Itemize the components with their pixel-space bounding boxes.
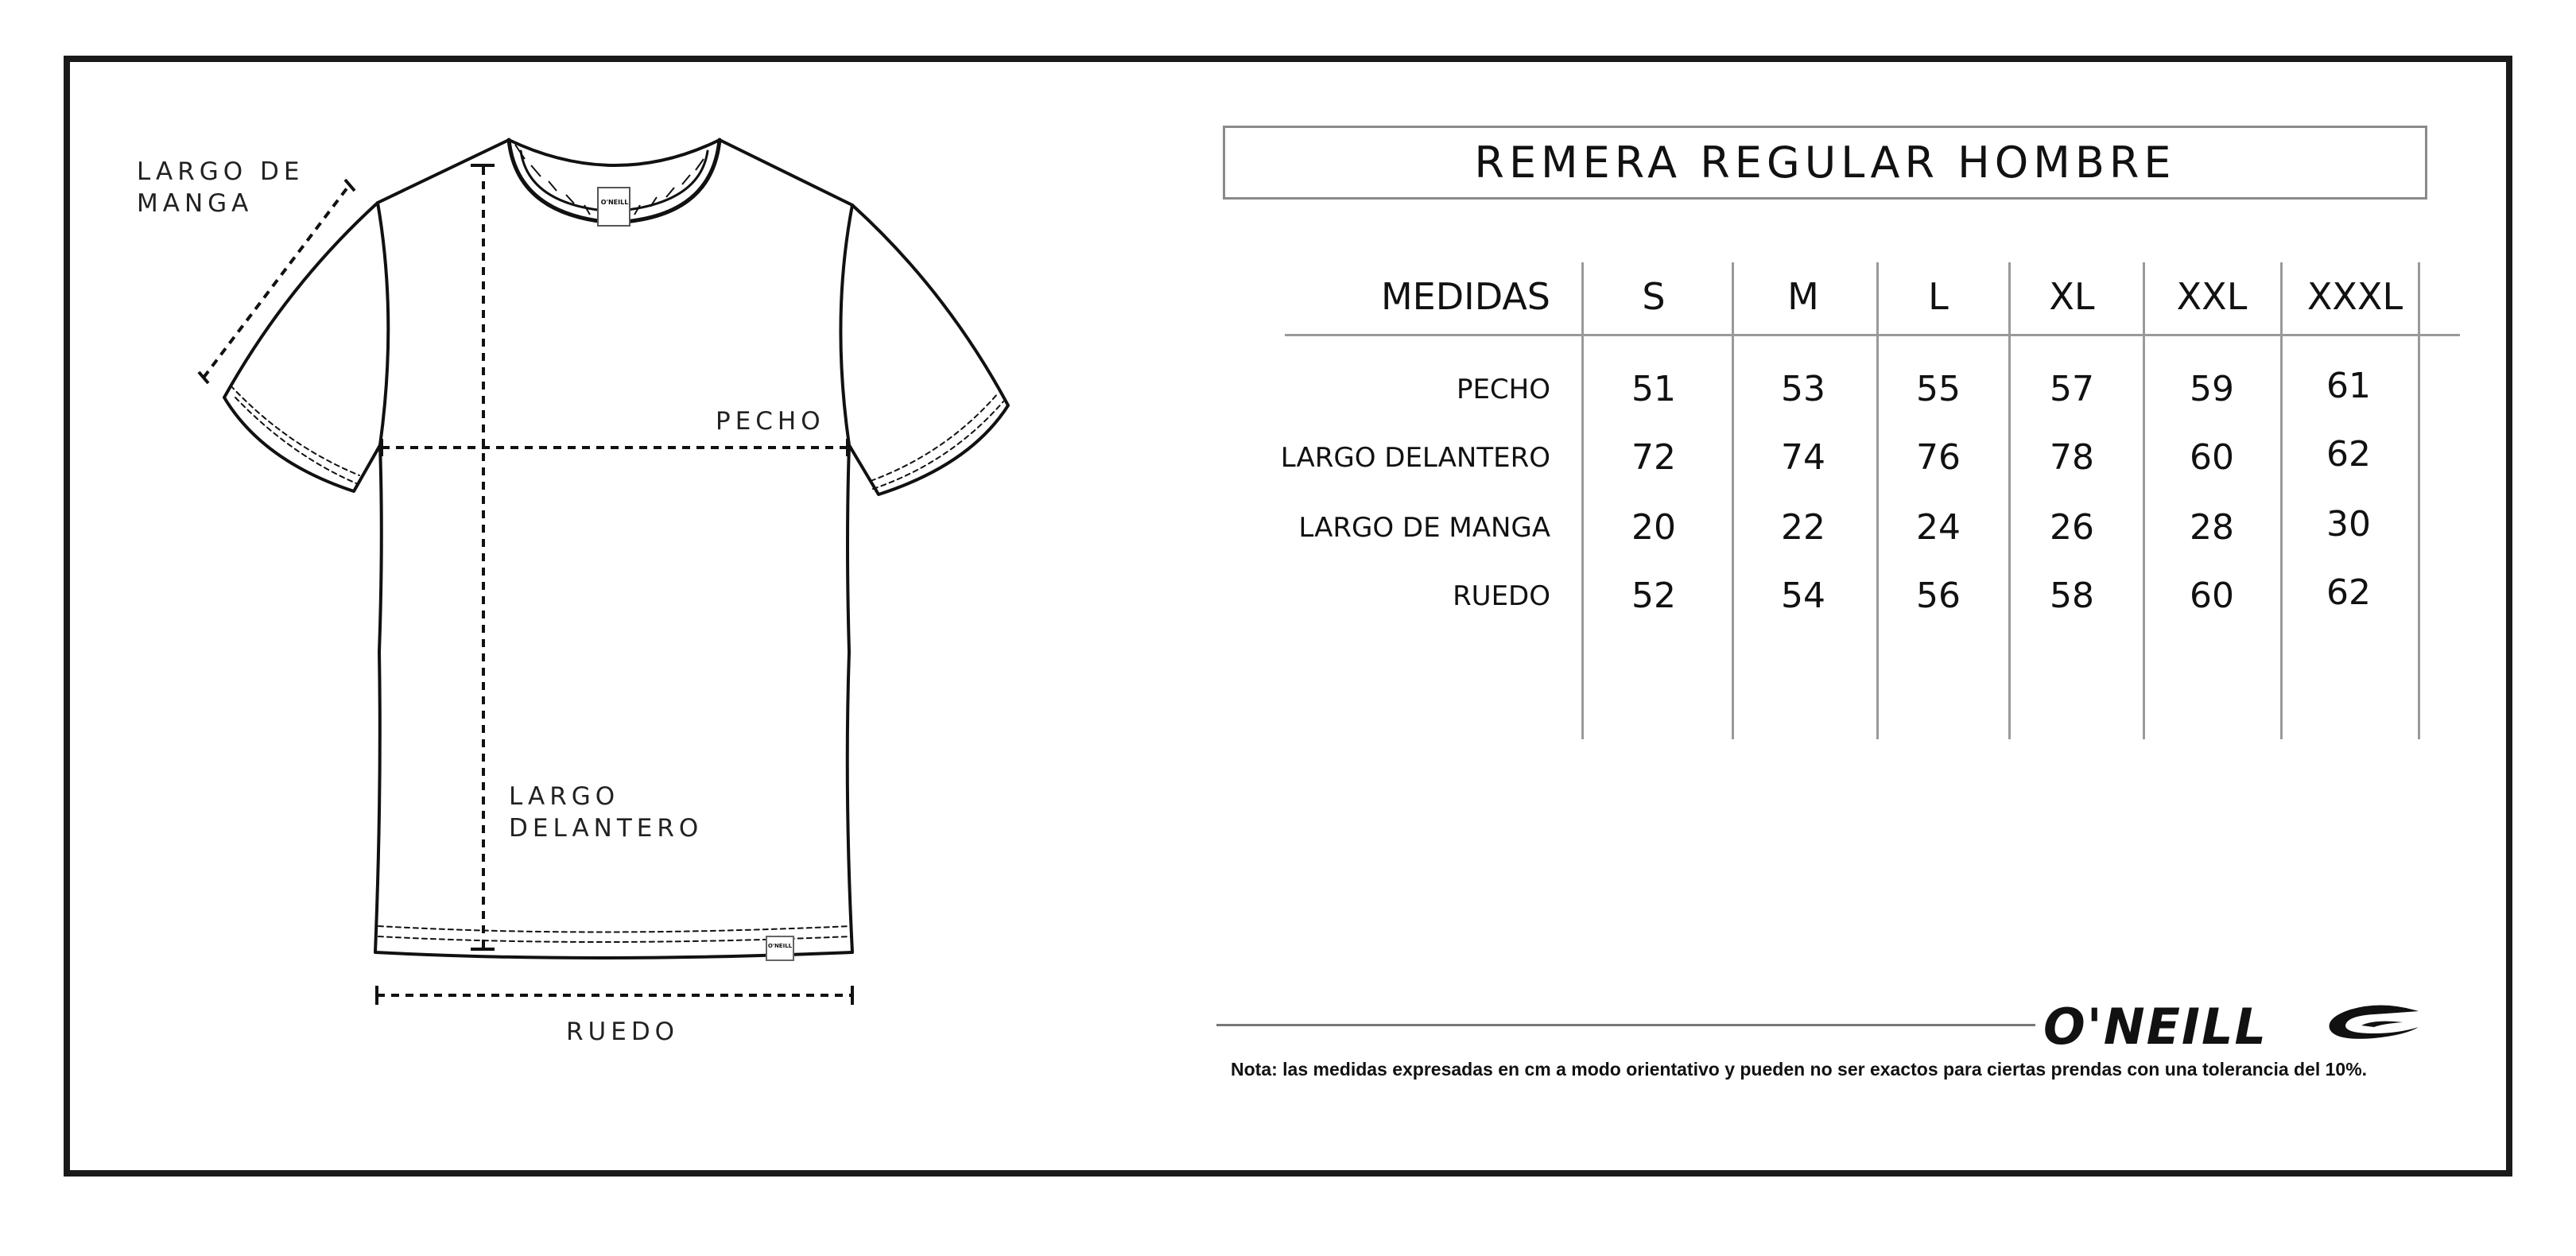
cell-ruedo-l: 56 xyxy=(1916,576,1961,616)
col-divider xyxy=(1581,262,1584,739)
cell-pecho-xxl: 59 xyxy=(2190,369,2234,409)
row-label-ruedo: RUEDO xyxy=(1453,580,1550,612)
tag-label: O'NEILL xyxy=(600,199,629,206)
col-divider xyxy=(2418,262,2420,739)
cell-largo-delantero-xl: 78 xyxy=(2050,437,2094,478)
cell-largo-delantero-xxl: 60 xyxy=(2190,437,2234,478)
cell-largo-delantero-s: 72 xyxy=(1631,437,1676,478)
cell-pecho-xxxl: 61 xyxy=(2326,366,2371,406)
oneill-wave-logo-icon xyxy=(2326,1003,2420,1043)
size-header-l: L xyxy=(1928,275,1949,318)
cell-largo-manga-s: 20 xyxy=(1631,507,1676,548)
header-divider xyxy=(1285,334,2460,336)
cell-ruedo-xl: 58 xyxy=(2050,576,2094,616)
col-divider xyxy=(2008,262,2011,739)
cell-largo-manga-xxl: 28 xyxy=(2190,507,2234,548)
row-label-pecho: PECHO xyxy=(1456,374,1550,405)
cell-largo-manga-xxxl: 30 xyxy=(2326,504,2371,545)
size-header-xl: XL xyxy=(2049,275,2095,318)
cell-pecho-l: 55 xyxy=(1916,369,1961,409)
brand-name: O'NEILL xyxy=(2043,998,2268,1056)
col-divider xyxy=(1732,262,1734,739)
col-divider xyxy=(2280,262,2283,739)
hem-tag-label: O'NEILL xyxy=(767,943,793,949)
cell-pecho-s: 51 xyxy=(1631,369,1676,409)
chart-title-text: REMERA REGULAR HOMBRE xyxy=(1474,138,2176,188)
pecho-label: PECHO xyxy=(716,407,825,436)
cell-largo-manga-l: 24 xyxy=(1916,507,1961,548)
row-label-largo-manga: LARGO DE MANGA xyxy=(1298,512,1550,544)
cell-largo-delantero-m: 74 xyxy=(1781,437,1825,478)
col-divider xyxy=(1876,262,1879,739)
ruedo-label: RUEDO xyxy=(566,1018,680,1046)
cell-largo-manga-xl: 26 xyxy=(2050,507,2094,548)
medidas-header: MEDIDAS xyxy=(1380,275,1550,318)
disclaimer-note: Nota: las medidas expresadas en cm a modo orientativo y pueden no ser exactos para ciertas prendas con una tolerancia del 10%. xyxy=(1231,1059,2368,1080)
largo-manga-label xyxy=(137,156,304,219)
size-header-s: S xyxy=(1642,275,1666,318)
size-header-m: M xyxy=(1787,275,1819,318)
cell-largo-delantero-xxxl: 62 xyxy=(2326,434,2371,475)
cell-ruedo-xxxl: 62 xyxy=(2326,572,2371,613)
row-label-largo-delantero: LARGO DELANTERO xyxy=(1280,442,1550,474)
cell-largo-manga-m: 22 xyxy=(1781,507,1825,548)
largo-manga-line1: LARGO DE xyxy=(137,157,305,186)
cell-pecho-xl: 57 xyxy=(2050,369,2094,409)
chart-title xyxy=(1223,126,2427,200)
largo-manga-line2: MANGA xyxy=(137,189,254,218)
largo-delantero-line1: LARGO xyxy=(509,782,620,811)
cell-ruedo-m: 54 xyxy=(1781,576,1825,616)
largo-delantero-line2: DELANTERO xyxy=(509,814,704,843)
brand-divider xyxy=(1216,1024,2035,1026)
cell-pecho-m: 53 xyxy=(1781,369,1825,409)
cell-ruedo-xxl: 60 xyxy=(2190,576,2234,616)
size-header-xxl: XXL xyxy=(2176,275,2248,318)
col-divider xyxy=(2143,262,2145,739)
largo-delantero-label xyxy=(509,781,703,844)
size-header-xxxl: XXXL xyxy=(2306,275,2403,318)
cell-ruedo-s: 52 xyxy=(1631,576,1676,616)
cell-largo-delantero-l: 76 xyxy=(1916,437,1961,478)
